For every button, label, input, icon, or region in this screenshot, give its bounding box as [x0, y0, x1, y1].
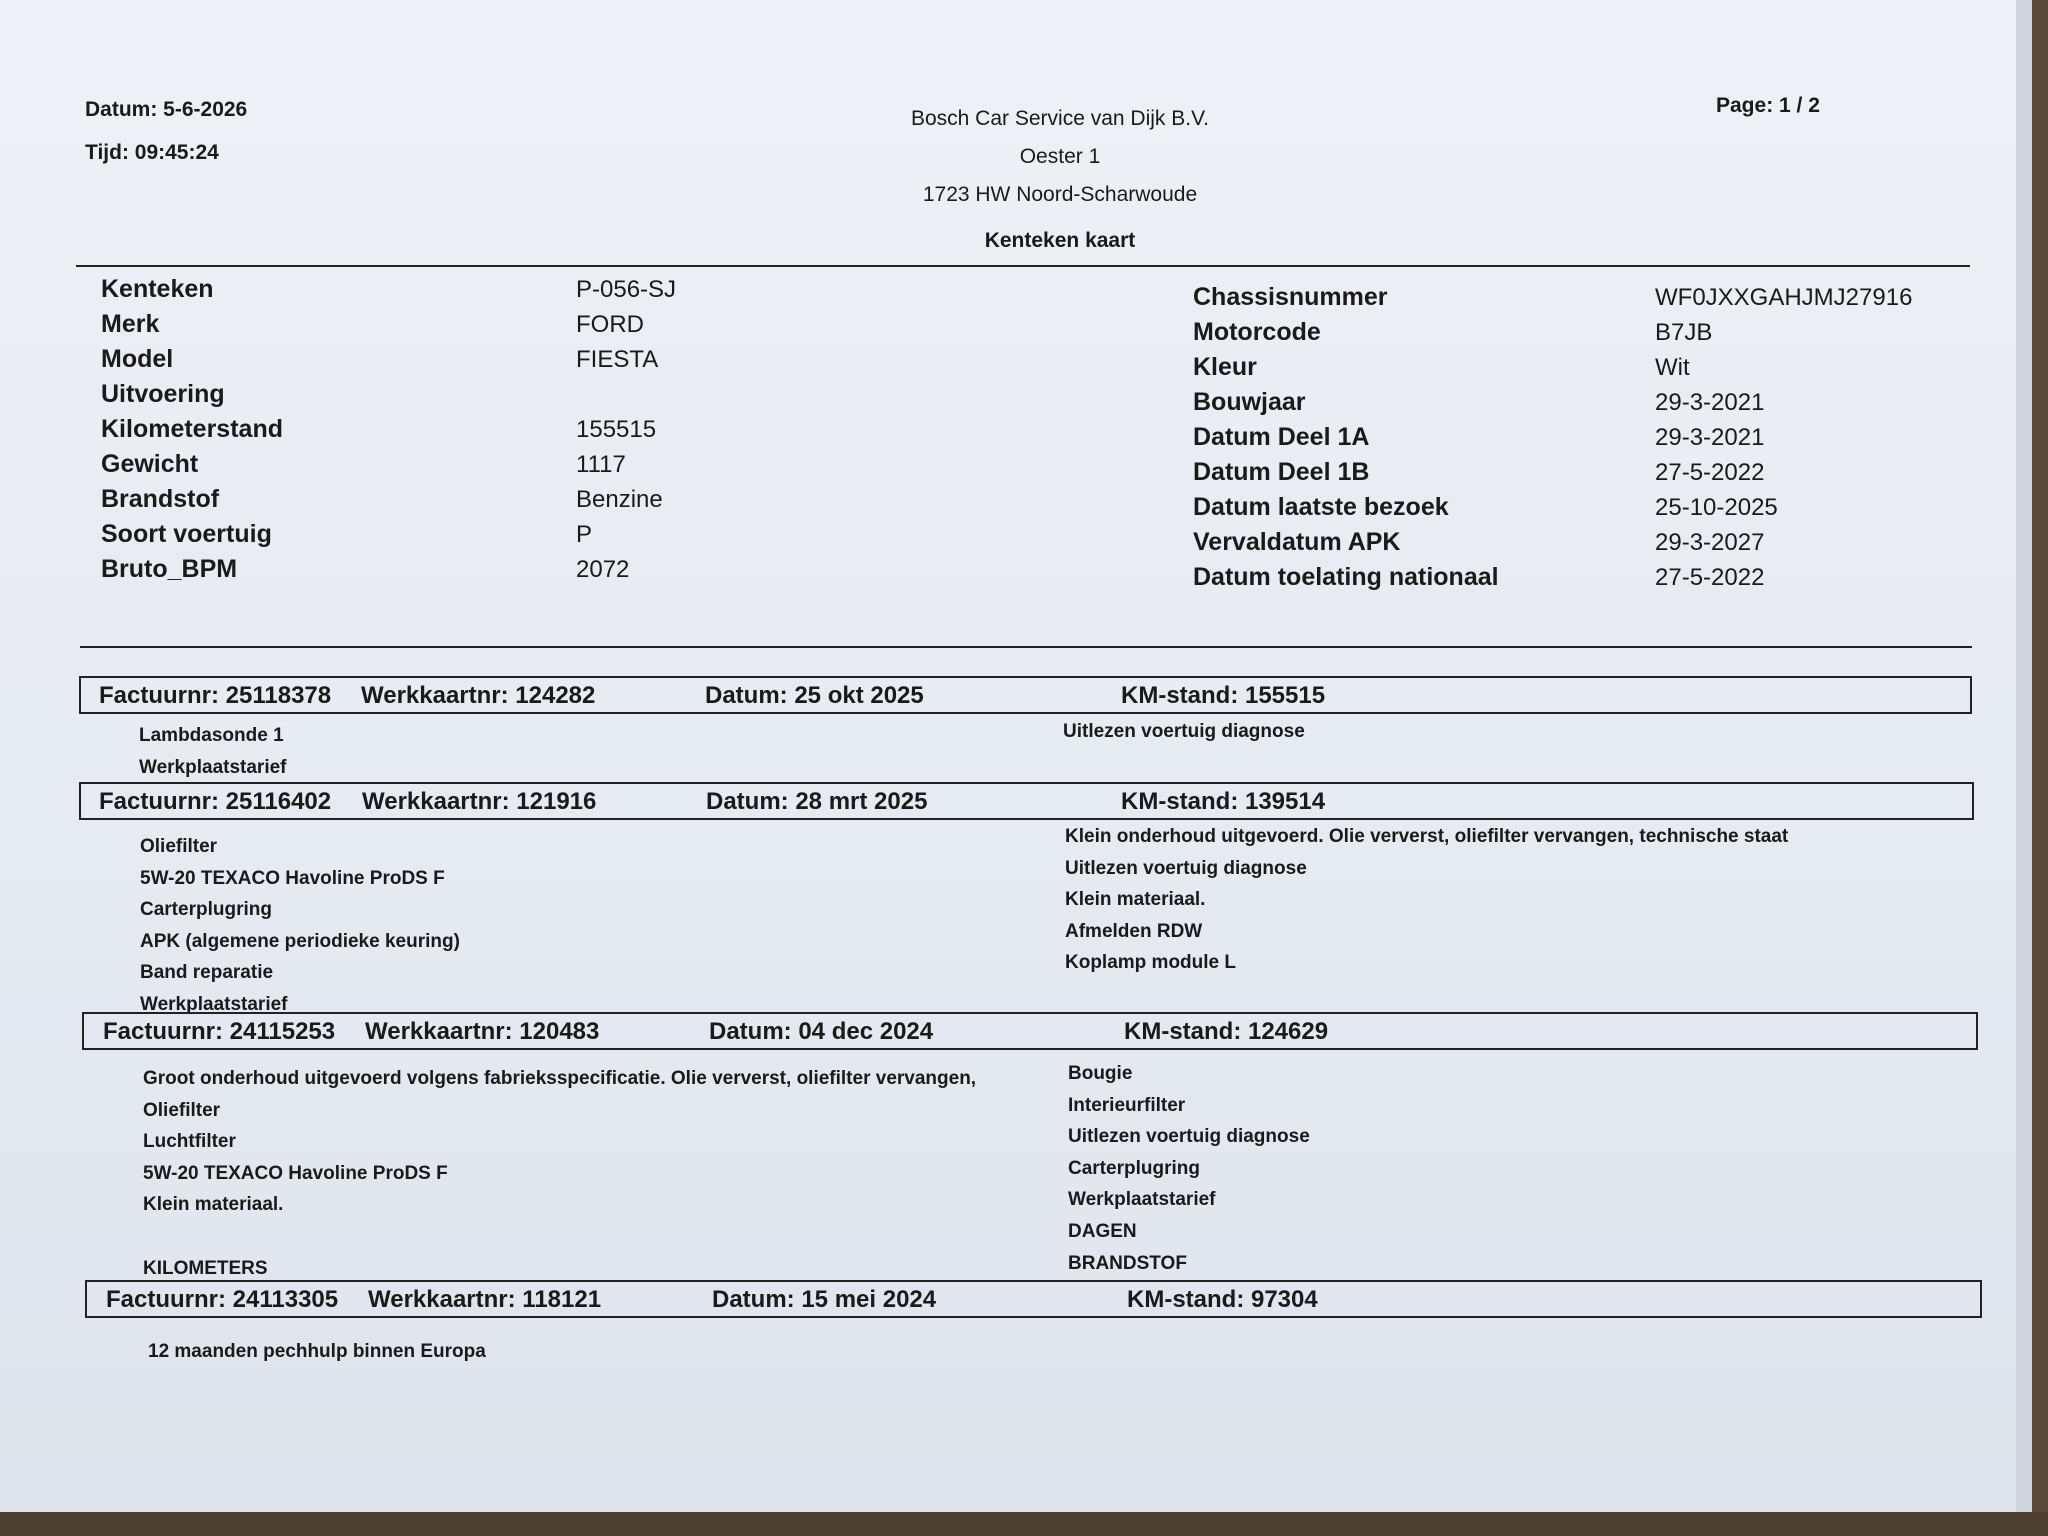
- km-reading: KM-stand: 124629: [1124, 1018, 1329, 1045]
- line-item: Koplamp module L: [1065, 952, 1236, 974]
- info-row: [101, 517, 676, 552]
- info-row: [1193, 420, 1912, 455]
- invoice-header: [85, 1280, 1982, 1318]
- info-value: 27-5-2022: [1655, 563, 1765, 591]
- info-row: [101, 447, 676, 482]
- info-label: Brandstof: [101, 485, 220, 513]
- line-item: Bougie: [1068, 1063, 1133, 1084]
- info-value: P: [576, 520, 593, 548]
- line-item: Uitlezen voertuig diagnose: [1063, 721, 1305, 742]
- line-item: Groot onderhoud uitgevoerd volgens fabrieksspecificatie. Olie ververst, oliefilter vervangen,: [143, 1068, 977, 1089]
- info-label: Gewicht: [101, 450, 199, 478]
- line-item: Afmelden RDW: [1065, 920, 1203, 942]
- line-item: Carterplugring: [140, 899, 272, 921]
- info-value: B7JB: [1655, 318, 1713, 346]
- print-date: Datum: 5-6-2026: [85, 98, 248, 121]
- workcard-number: Werkkaartnr: 124282: [361, 682, 596, 709]
- info-value: 29-3-2021: [1655, 423, 1765, 451]
- line-item: Band reparatie: [140, 962, 274, 984]
- info-label: Chassisnummer: [1193, 283, 1388, 311]
- info-row: [101, 342, 676, 377]
- workcard-number: Werkkaartnr: 118121: [368, 1286, 602, 1313]
- info-value: 155515: [576, 415, 657, 443]
- info-row: [1193, 350, 1912, 385]
- info-value: 27-5-2022: [1655, 458, 1765, 486]
- line-item: Werkplaatstarief: [1068, 1189, 1216, 1211]
- invoice-items-left: [139, 720, 287, 783]
- info-row: [1193, 455, 1912, 490]
- line-item: DAGEN: [1068, 1220, 1137, 1242]
- company-name: Bosch Car Service van Dijk B.V.: [910, 107, 1209, 130]
- info-value: Wit: [1655, 353, 1690, 381]
- line-item: Klein materiaal.: [143, 1194, 284, 1216]
- info-row: [1193, 490, 1912, 525]
- info-row: [1193, 280, 1912, 315]
- line-item: Interieurfilter: [1068, 1094, 1186, 1116]
- info-label: Datum laatste bezoek: [1193, 493, 1449, 521]
- info-label: Kleur: [1193, 353, 1257, 381]
- info-label: Kenteken: [101, 275, 214, 303]
- line-item: Klein materiaal.: [1065, 889, 1206, 911]
- info-value: 2072: [576, 555, 630, 583]
- line-item: Werkplaatstarief: [139, 756, 287, 778]
- document-title: Kenteken kaart: [984, 229, 1136, 252]
- invoice-number: Factuurnr: 25116402: [99, 788, 332, 815]
- line-item: Werkplaatstarief: [140, 993, 288, 1015]
- invoice-date: Datum: 04 dec 2024: [709, 1018, 934, 1045]
- line-item: Klein onderhoud uitgevoerd. Olie ververst, oliefilter vervangen, technische staat: [1065, 826, 1789, 847]
- km-reading: KM-stand: 139514: [1121, 788, 1326, 815]
- info-label: Bouwjaar: [1193, 388, 1306, 416]
- invoice-items-right: [1068, 1058, 1310, 1279]
- info-value: 29-3-2021: [1655, 388, 1765, 416]
- info-label: Merk: [101, 310, 160, 338]
- line-item: Lambdasonde 1: [139, 725, 284, 746]
- info-row: [1193, 385, 1912, 420]
- km-reading: KM-stand: 97304: [1127, 1286, 1318, 1313]
- info-value: Benzine: [576, 485, 663, 513]
- company-header: [800, 100, 1320, 260]
- line-item: Oliefilter: [143, 1099, 221, 1121]
- table-surface: [0, 1512, 2048, 1536]
- invoice-number: Factuurnr: 24113305: [106, 1286, 339, 1313]
- company-street: Oester 1: [1019, 145, 1101, 168]
- invoice-items-right: [1063, 716, 1305, 748]
- info-value: P-056-SJ: [576, 275, 677, 303]
- info-row: [1193, 525, 1912, 560]
- info-value: FIESTA: [576, 345, 659, 373]
- vehicle-info-right: [1193, 280, 1912, 595]
- invoice-items-left: [140, 831, 460, 1021]
- info-label: Motorcode: [1193, 318, 1321, 346]
- info-value: WF0JXXGAHJMJ27916: [1655, 283, 1913, 311]
- workcard-number: Werkkaartnr: 120483: [365, 1018, 600, 1045]
- invoice-items-left: [143, 1063, 976, 1284]
- info-label: Vervaldatum APK: [1193, 528, 1401, 556]
- invoice-header: [79, 782, 1974, 820]
- info-label: Uitvoering: [101, 380, 225, 408]
- info-label: Soort voertuig: [101, 520, 272, 548]
- line-item: APK (algemene periodieke keuring): [140, 930, 460, 952]
- invoice-header: [79, 676, 1972, 714]
- info-row: [101, 412, 676, 447]
- info-value: 1117: [576, 450, 626, 478]
- invoice-date: Datum: 28 mrt 2025: [706, 788, 928, 815]
- line-item: KILOMETERS: [143, 1257, 268, 1279]
- info-row: [101, 482, 676, 517]
- info-label: Model: [101, 345, 174, 373]
- info-row: [101, 552, 676, 587]
- info-value: 29-3-2027: [1655, 528, 1765, 556]
- line-item: [143, 1221, 976, 1253]
- invoice-number: Factuurnr: 24115253: [103, 1018, 336, 1045]
- line-item: Uitlezen voertuig diagnose: [1065, 857, 1307, 879]
- print-meta: [85, 88, 247, 174]
- line-item: 5W-20 TEXACO Havoline ProDS F: [143, 1162, 448, 1184]
- km-reading: KM-stand: 155515: [1121, 682, 1326, 709]
- info-row: [101, 307, 676, 342]
- info-row: [101, 272, 676, 307]
- line-item: 12 maanden pechhulp binnen Europa: [148, 1341, 486, 1362]
- info-row: [1193, 560, 1912, 595]
- paper-edge-shadow: [2016, 0, 2032, 1512]
- page-indicator: Page: 1 / 2: [1716, 94, 1820, 117]
- info-row: [1193, 315, 1912, 350]
- info-value: FORD: [576, 310, 644, 338]
- vehicle-info-left: [101, 272, 676, 587]
- info-label: Kilometerstand: [101, 415, 283, 443]
- info-label: Datum Deel 1B: [1193, 458, 1370, 486]
- line-item: Oliefilter: [140, 836, 218, 857]
- line-item: Luchtfilter: [143, 1131, 236, 1153]
- info-label: Bruto_BPM: [101, 555, 238, 583]
- info-value: 25-10-2025: [1655, 493, 1778, 521]
- invoice-date: Datum: 15 mei 2024: [712, 1286, 937, 1313]
- info-divider: [80, 646, 1972, 648]
- invoice-items-left: [148, 1336, 486, 1368]
- line-item: Uitlezen voertuig diagnose: [1068, 1126, 1310, 1148]
- line-item: BRANDSTOF: [1068, 1252, 1187, 1274]
- print-time: Tijd: 09:45:24: [85, 141, 219, 164]
- info-row: [101, 377, 676, 412]
- info-label: Datum toelating nationaal: [1193, 563, 1499, 591]
- line-item: Carterplugring: [1068, 1157, 1200, 1179]
- workcard-number: Werkkaartnr: 121916: [362, 788, 597, 815]
- invoice-number: Factuurnr: 25118378: [99, 682, 332, 709]
- invoice-header: [82, 1012, 1978, 1050]
- invoice-items-right: [1065, 821, 1788, 979]
- invoice-date: Datum: 25 okt 2025: [705, 682, 924, 709]
- header-divider: [76, 265, 1970, 267]
- company-city: 1723 HW Noord-Scharwoude: [922, 183, 1198, 206]
- line-item: 5W-20 TEXACO Havoline ProDS F: [140, 867, 445, 889]
- info-label: Datum Deel 1A: [1193, 423, 1370, 451]
